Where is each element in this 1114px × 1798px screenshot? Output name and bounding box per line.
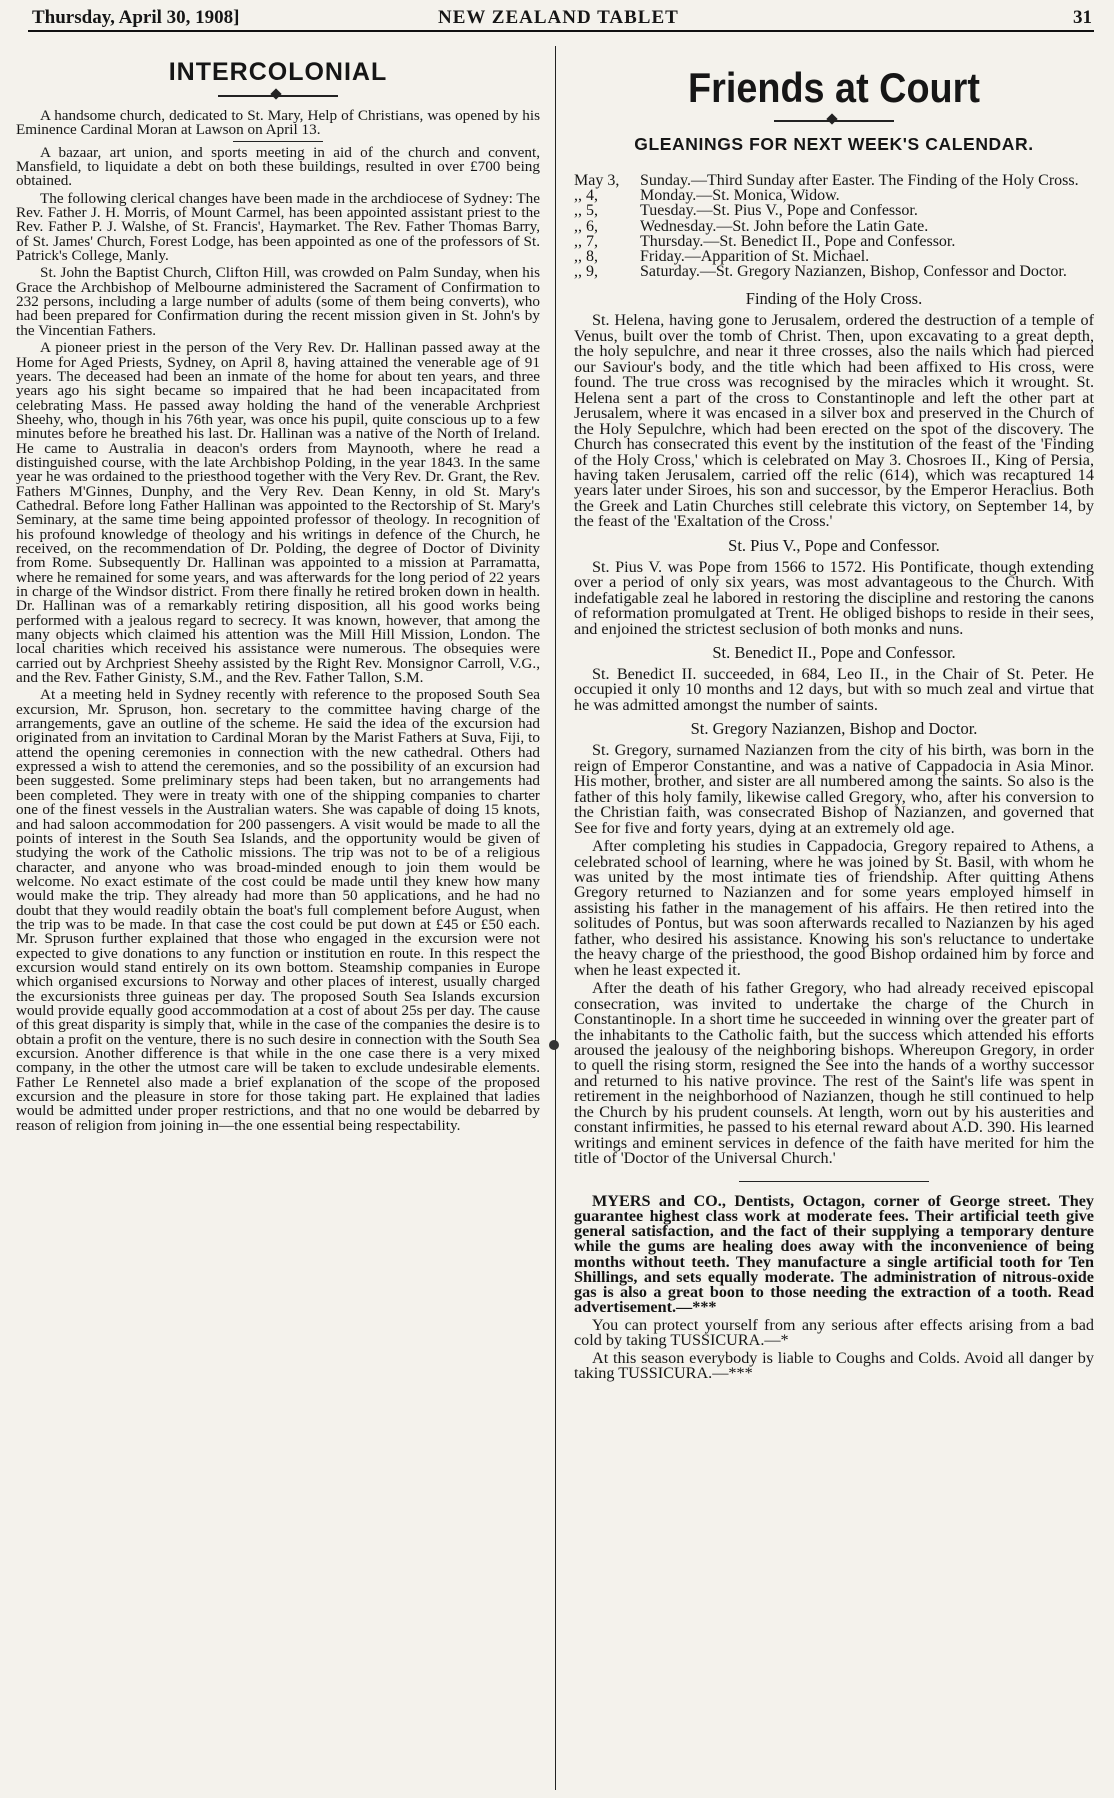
page-blot [549, 1040, 559, 1050]
newspaper-title: NEW ZEALAND TABLET [438, 7, 679, 28]
news-paragraph: St. John the Baptist Church, Clifton Hill, was crowded on Palm Sunday, when his Grace the Archbishop of Melbourne administered the Sacrament of Confirmation to 232 persons, including a large number of adults (some of them being converts), who had been prepared for Confirmation during the recent mission given in St. John's by the Vincentian Fathers. [16, 264, 540, 339]
calendar-entry: ,, 5, Tuesday.—St. Pius V., Pope and Confessor. [574, 202, 918, 220]
feast-title: Finding of the Holy Cross. [745, 289, 923, 309]
friends-at-court-heading: Friends at Court [688, 64, 980, 111]
issue-date: Thursday, April 30, 1908] [32, 7, 240, 28]
advertisement-rule [739, 1181, 929, 1183]
feast-paragraph: After completing his studies in Cappadocia, Gregory repaired to Athens, a celebrated school of learning, where he was joined by St. Basil, with whom he was united by the most intimate ties of friendship. After quitting Athens Gregory returned to Nazianzen and for some years employed himself in assisting his father in the management of his affairs. He then retired into the solitudes of Pontus, but was soon afterwards recalled to Nazianzen by his aged father, who desired his assistance. Knowing his son's reluctance to undertake the heavy charge of the priesthood, the good Bishop ordained him by force and when he least expected it. [574, 837, 1094, 979]
heading-ornament [218, 89, 338, 101]
tussicura-advertisement: At this season everybody is liable to Coughs and Colds. Avoid all danger by taking TUSSICURA.—*** [574, 1349, 1094, 1383]
news-paragraph: A bazaar, art union, and sports meeting in aid of the church and convent, Mansfield, to liquidate a debt on both these buildings, resulted in over £700 being obtained. [16, 143, 540, 190]
calendar-entry: ,, 9, Saturday.—St. Gregory Nazianzen, Bishop, Confessor and Doctor. [574, 263, 1067, 281]
calendar-entry: ,, 6, Wednesday.—St. John before the Latin Gate. [574, 217, 929, 235]
advertisements [574, 1194, 1094, 1381]
dentist-advertisement: MYERS and CO., Dentists, Octagon, corner of George street. They guarantee highest class work at moderate fees. Their artificial teeth give general satisfaction, and the fact of their supplying a temporary denture while the gums are healing does away with the inconvenience of being months without teeth. They manufacture a single artificial tooth for Ten Shillings, and sets equally moderate. The administration of nitrous-oxide gas is also a great boon to those needing the extraction of a tooth. Read advertisement.—*** [574, 1192, 1094, 1316]
feast-paragraph: St. Helena, having gone to Jerusalem, ordered the destruction of a temple of Venus, built over the tomb of Christ. Then, upon excavating to a great depth, the holy sepulchre, and near it three crosses, also the nails which had pierced our Saviour's body, and the title which had been affixed to His cross, were found. The true cross was recognised by the miracles which it wrought. St. Helena sent a part of the cross to Constantinople and left the other part at Jerusalem, where it was encased in a silver box and preserved in the Church of the Holy Sepulchre, which had been erected on the spot of the discovery. The Church has consecrated this event by the institution of the feast of the 'Finding of the Holy Cross,' which is celebrated on May 3. Chosroes II., King of Persia, having taken Jerusalem, carried off the relic (614), which was recaptured 14 years later under Siroes, his son and successor, by the Emperor Heraclius. Both the Greek and Latin Churches still celebrate this victory, on September 14, by the feast of the 'Exaltation of the Cross.' [574, 311, 1094, 531]
news-paragraph: A handsome church, dedicated to St. Mary, Help of Christians, was opened by his Eminence Cardinal Moran at Lawson on April 13. [16, 107, 540, 139]
feast-paragraph: St. Benedict II. succeeded, in 684, Leo II., in the Chair of St. Peter. He occupied it only 10 months and 12 days, but with so much zeal and virtue that he was admitted amongst the number of saints. [574, 665, 1094, 714]
calendar-entry: ,, 7, Thursday.—St. Benedict II., Pope and Confessor. [574, 232, 956, 250]
intercolonial-heading: INTERCOLONIAL [168, 58, 388, 86]
feast-paragraph: St. Gregory, surnamed Nazianzen from the city of his birth, was born in the reign of Emperor Constantine, and was a native of Cappadocia in Asia Minor. His mother, brother, and sister are all numbered among the saints. So also is the father of this holy family, likewise called Gregory, who, after his conversion to the Christian faith, was consecrated Bishop of Nazianzen, and governed that See for five and forty years, dying at an extremely old age. [574, 741, 1094, 837]
column-divider [555, 46, 556, 1790]
heading-ornament [774, 114, 894, 126]
paragraph-rule [233, 141, 323, 142]
weekly-calendar [574, 173, 1094, 279]
calendar-entry: ,, 8, Friday.—Apparition of St. Michael. [574, 248, 870, 266]
friends-at-court-column [574, 54, 1094, 1384]
feast-title: St. Gregory Nazianzen, Bishop and Doctor. [690, 719, 978, 739]
feast-title: St. Pius V., Pope and Confessor. [728, 535, 940, 555]
news-paragraph: A pioneer priest in the person of the Very Rev. Dr. Hallinan passed away at the Home for Aged Priests, Sydney, on April 8, having attained the venerable age of 91 years. The deceased had been an inmate of the home for about ten years, and three years ago his sight became so impaired that he had been incapacitated from celebrating Mass. He passed away holding the hand of the venerable Archpriest Sheehy, who, though in his 76th year, was once his pupil, quite conscious up to a few minutes before he breathed his last. Dr. Hallinan was a native of the North of Ireland. He came to Australia in deacon's orders from Maynooth, where he read a distinguished course, with the late Archbishop Polding, in the year 1843. In the same year he was ordained to the priesthood together with the Very Rev. Dr. Grant, the Rev. Fathers M'Ginnes, Dunphy, and the Very Rev. Dean Kenny, in old St. Mary's Cathedral. Before long Father Hallinan was appointed to the Rectorship of St. Mary's Seminary, at the same time being appointed professor of theology. In recognition of his profound knowledge of theology and his writings in defence of the Church, he received, on the recommendation of Dr. Polding, the degree of Doctor of Divinity from Rome. Subsequently Dr. Hallinan was appointed to a mission at Parramatta, where he remained for some years, and was afterwards for the long period of 22 years in charge of the Windsor district. From there finally he retired broken down in health. Dr. Hallinan was of a remarkably retiring disposition, all his good works being performed with a jealous regard to secrecy. It was known, however, that among the many objects which claimed his attention was the Mill Hill Mission, London. The local charities which received his assistance were numerous. The obsequies were carried out by Archpriest Sheehy assisted by the Right Rev. Monsignor Carroll, V.G., and the Rev. Father Ginisty, S.M., and the Rev. Father Tallon, S.M. [16, 339, 540, 687]
masthead [28, 6, 1094, 32]
page-number: 31 [1073, 7, 1092, 28]
feast-paragraph: St. Pius V. was Pope from 1566 to 1572. His Pontificate, though extending over a period of only six years, was most advantageous to the Church. With indefatigable zeal he labored in restoring the discipline and restoring the canons of reformation promulgated at Trent. He obliged bishops to reside in their sees, and enjoined the strictest seclusion of both monks and nuns. [574, 557, 1094, 638]
news-paragraph: At a meeting held in Sydney recently with reference to the proposed South Sea excursion, Mr. Spruson, hon. secretary to the committee having charge of the arrangements, gave an outline of the scheme. He said the idea of the excursion had originated from an invitation to Cardinal Moran by the Marist Fathers at Suva, Fiji, to attend the opening ceremonies in connection with the new cathedral. Others had expressed a wish to attend the ceremonies, and so the possibility of an excursion had been suggested. Some preliminary steps had been taken, but no arrangements had been completed. They were in treaty with one of the shipping companies to charter one of the finest vessels in the Australian waters. She was capable of doing 15 knots, and had saloon accommodation for 200 passengers. A visit would be made to all the points of interest in the South Sea Islands, and the opportunity would be given of studying the work of the Catholic missions. The trip was not to be of a religious character, and anyone who was broad-minded enough to join them would be welcome. No exact estimate of the cost could be made until they knew how many would make the trip. They already had more than 50 applications, and he had no doubt that they would readily obtain the boat's full complement before August, when the trip was to be made. In that case the cost could be put down at £45 or £50 each. Mr. Spruson further explained that those who engaged in the excursion were not expected to give donations to any function or institution en route. In this respect the excursion would stand entirely on its own bottom. Steamship companies in Europe which organised excursions to Norway and other places of interest, usually charged the excursionists three guineas per day. The proposed South Sea Islands excursion would provide equally good accommodation at a cost of about 25s per day. The cause of this great disparity is simply that, while in the case of the companies the desire is to obtain a profit on the venture, there is no such desire in connection with the South Sea excursion. Another difference is that while in the one case there is a very mixed company, in the other the utmost care will be taken to exclude undesirable elements. Father Le Rennetel also made a brief explanation of the scope of the proposed excursion and the pleasure in store for those taking part. He explained that ladies would be admitted under proper restrictions, and that no one would be debarred by reason of religion from joining in—the one essential being respectability. [16, 686, 540, 1134]
news-paragraph: The following clerical changes have been made in the archdiocese of Sydney: The Rev. Father J. H. Morris, of Mount Carmel, has been appointed assistant priest to the Rev. Father P. J. Walshe, of St. Francis', Haymarket. The Rev. Father Thomas Barry, of St. James' Church, Forest Lodge, has been appointed as one of the professors of St. Patrick's College, Manly. [16, 189, 540, 265]
feast-title: St. Benedict II., Pope and Confessor. [712, 643, 956, 663]
calendar-entry: ,, 4, Monday.—St. Monica, Widow. [574, 187, 840, 205]
feast-paragraph: After the death of his father Gregory, who had already received episcopal consecration, was invited to undertake the charge of the Church in Constantinople. In a short time he succeeded in winning over the greater part of the inhabitants to the Catholic faith, but the success which attended his efforts aroused the jealousy of the neighboring bishops. Whereupon Gregory, in order to quell the rising storm, resigned the See into the hands of a worthy successor and returned to his native province. The rest of the Saint's life was spent in retirement in the neighborhood of Nazianzen, though he still continued to help the Church by his prudent counsels. At length, worn out by his austerities and constant infirmities, he passed to his eternal reward about A.D. 390. His learned writings and eminent services in defence of the faith have merited for him the title of 'Doctor of the Universal Church.' [574, 979, 1094, 1168]
intercolonial-column [16, 54, 540, 1136]
calendar-subheading: GLEANINGS FOR NEXT WEEK'S CALENDAR. [634, 134, 1034, 154]
tussicura-advertisement: You can protect yourself from any serious after effects arising from a bad cold by taking TUSSICURA.—* [574, 1315, 1094, 1349]
calendar-entry: May 3, Sunday.—Third Sunday after Easter. The Finding of the Holy Cross. [574, 172, 1079, 189]
